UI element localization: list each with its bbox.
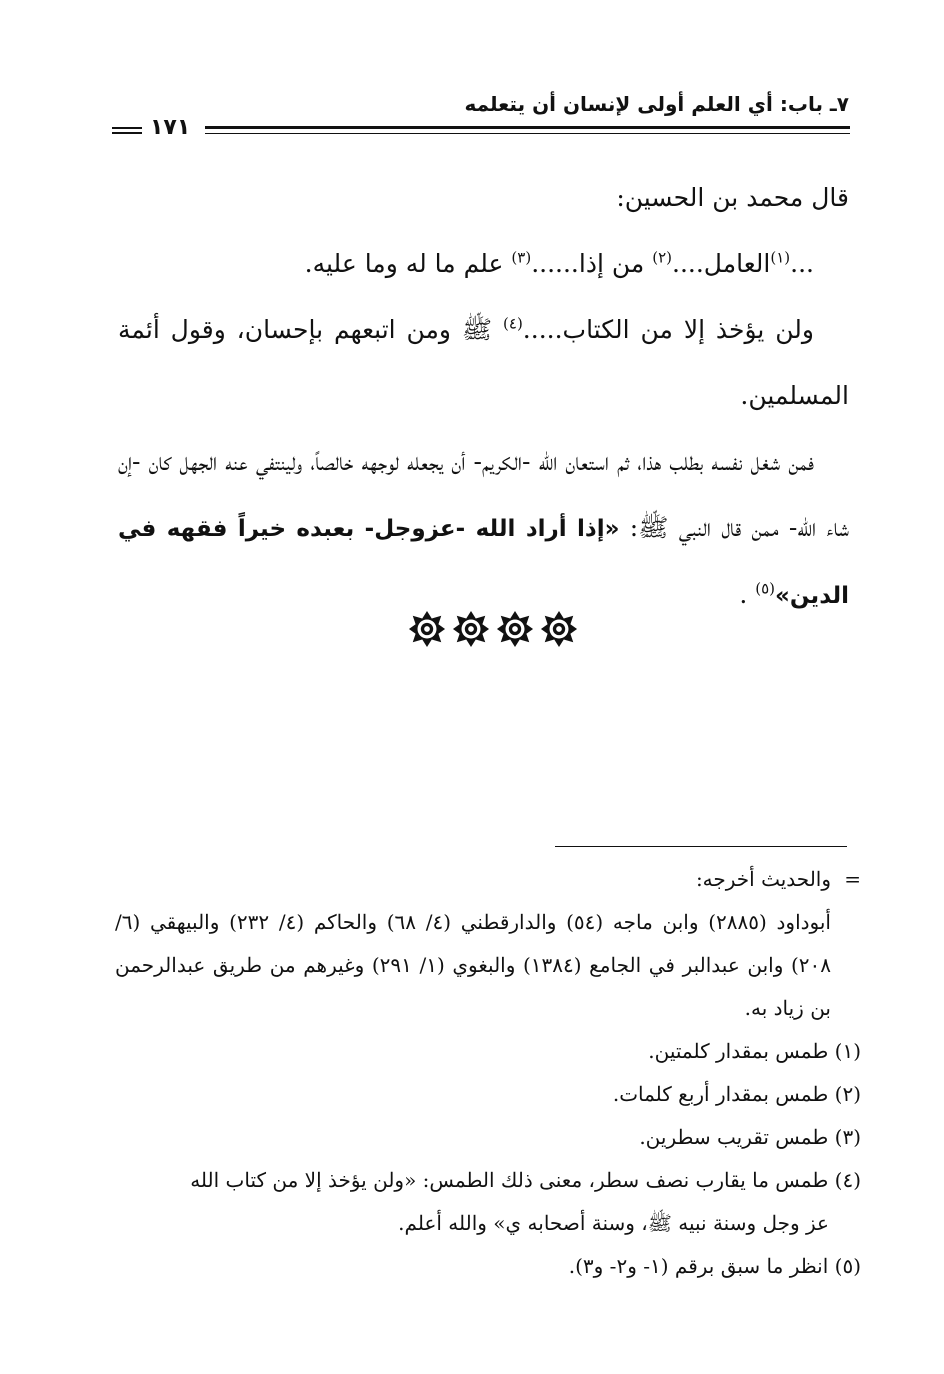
- footnote-ref-2: (٢): [652, 248, 673, 267]
- footnote-ref-1: (١): [770, 248, 791, 267]
- footnote-4: (٤) طمس ما يقارب نصف سطر، معنى ذلك الطمس: «ولن يؤخذ إلا من كتاب الله: [190, 1168, 861, 1192]
- footnote-separator: [555, 846, 847, 847]
- p3-text-b: ﷺ ومن اتبعهم بإحسان، وقول أئمة المسلمين.: [118, 315, 849, 410]
- paragraph-4: [118, 429, 849, 629]
- header-left-dash: [112, 127, 142, 134]
- paragraph-2: [118, 231, 849, 297]
- chapter-title: ٧ـ باب: أي العلم أولى لإنسان أن يتعلمه: [464, 92, 849, 116]
- paragraph-3: [118, 297, 849, 429]
- paragraph-1: قال محمد بن الحسين:: [616, 183, 849, 212]
- main-text: [118, 165, 849, 629]
- p2-text-d: علم ما له وما عليه.: [304, 249, 512, 278]
- hadith-quote: «إذا أراد الله -عزوجل- بعبده خيراً فقهه في الدين»: [118, 516, 849, 609]
- ornament-star-icon: [452, 610, 490, 648]
- footnote-2: (٢) طمس بمقدار أربع كلمات.: [612, 1082, 861, 1106]
- section-ornament: [408, 610, 578, 652]
- header-rule: [205, 126, 850, 134]
- footnote-ref-5: (٥): [755, 579, 775, 598]
- p3-text-a: ولن يؤخذ إلا من الكتاب.....: [522, 315, 814, 344]
- p2-text-a: ...: [790, 249, 814, 278]
- footnote-3: (٣) طمس تقريب سطرين.: [639, 1125, 861, 1149]
- ornament-star-icon: [496, 610, 534, 648]
- footnote-lead: والحديث أخرجه:: [695, 867, 831, 891]
- p2-text-c: من إذا......: [531, 249, 653, 278]
- footnote-4-continued: عز وجل وسنة نبيه ﷺ، وسنة أصحابه ي» والله أعلم.: [398, 1211, 829, 1235]
- footnote-1: (١) طمس بمقدار كلمتين.: [648, 1039, 861, 1063]
- p4-text-a: فمن شغل نفسه بطلب هذا، ثم استعان الله -الكريم- أن يجعله لوجهه خالصاً، ولينتفي عنه الجهل كان -إن شاء الله- ممن قال النبي ﷺ:: [118, 447, 850, 542]
- page-number: ١٧١: [150, 115, 191, 140]
- footnote-sources: أبوداود (٢٨٨٥) وابن ماجه (٥٤) والدارقطني (٤/ ٦٨) والحاكم (٤/ ٢٣٢) والبيهقي (٦/ ٢٠٨) وابن عبدالبر في الجامع (١٣٨٤) والبغوي (١/ ٢٩١) وغيرهم من طريق عبدالرحمن بن زياد به.: [115, 910, 831, 1020]
- continuation-mark: =: [844, 867, 861, 891]
- footnote-ref-3: (٣): [511, 248, 532, 267]
- footnotes: [115, 858, 861, 1288]
- footnote-ref-4: (٤): [503, 314, 523, 333]
- p4-end: .: [739, 580, 756, 609]
- footnote-continuation-head: [115, 858, 861, 901]
- ornament-star-icon: [540, 610, 578, 648]
- p2-text-b: العامل....: [672, 249, 771, 278]
- ornament-star-icon: [408, 610, 446, 648]
- footnote-5: (٥) انظر ما سبق برقم (١- و٢- و٣).: [568, 1254, 861, 1278]
